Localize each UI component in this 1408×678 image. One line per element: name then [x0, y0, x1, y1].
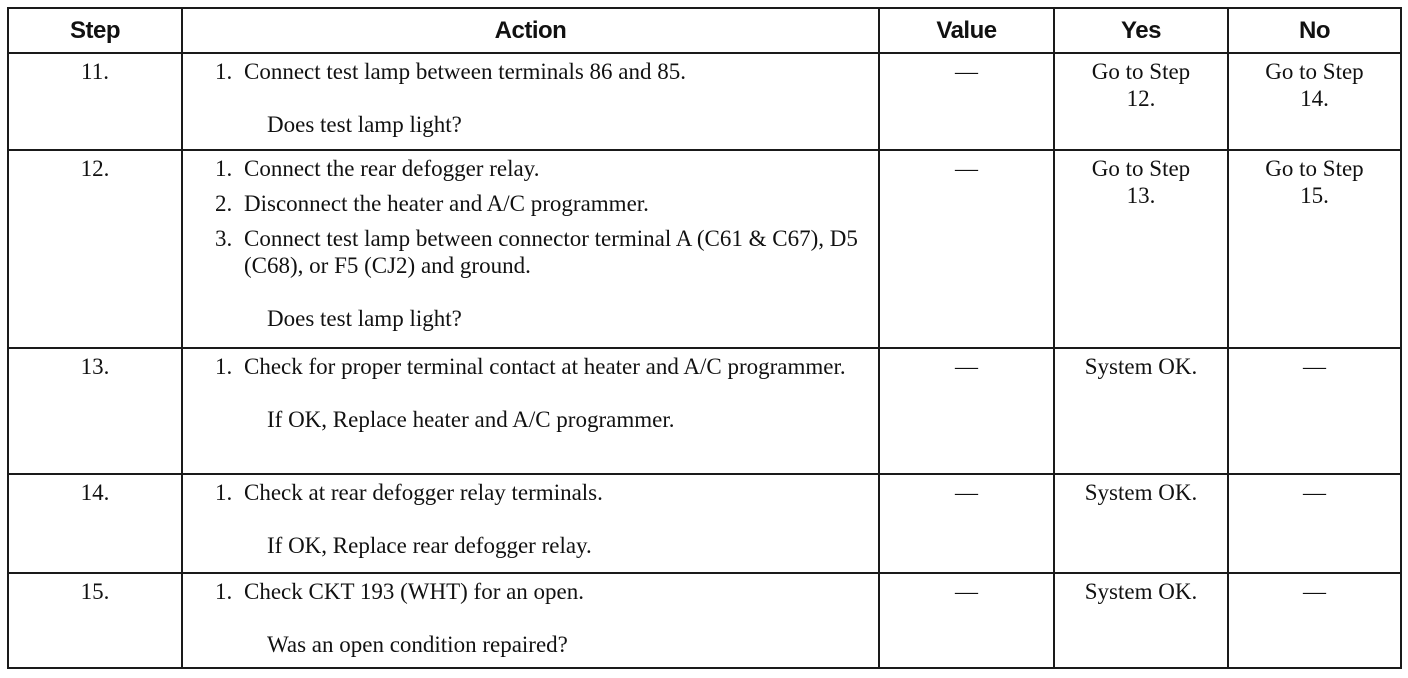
action-text: Connect test lamp between connector terminal A (C61 & C67), D5 (C68), or F5 (CJ2) and ground. — [244, 226, 858, 279]
action-text: Disconnect the heater and A/C programmer. — [244, 191, 649, 217]
action-step — [215, 578, 868, 605]
no-line: 14. — [1300, 86, 1329, 111]
no-line: — — [1303, 480, 1326, 506]
header-row — [8, 8, 1401, 53]
no-line: Go to Step — [1265, 59, 1364, 84]
no-cell — [1228, 348, 1401, 474]
action-cell — [182, 573, 879, 668]
no-line: — — [1303, 578, 1326, 604]
action-step — [215, 190, 868, 217]
table-row — [8, 348, 1401, 474]
action-cell — [182, 348, 879, 474]
header-action: Action — [182, 8, 879, 53]
action-cell — [182, 474, 879, 572]
yes-cell — [1054, 150, 1228, 348]
value-cell: — — [879, 53, 1054, 150]
action-number: 3. — [215, 226, 233, 252]
action-number: 1. — [215, 578, 233, 604]
header-step: Step — [8, 8, 182, 53]
step-number: 12. — [8, 150, 182, 348]
action-cell — [182, 53, 879, 150]
action-text: Connect test lamp between terminals 86 and 85. — [244, 59, 686, 84]
action-question: If OK, Replace heater and A/C programmer. — [267, 406, 675, 432]
action-step — [215, 155, 868, 182]
action-text: Check CKT 193 (WHT) for an open. — [244, 578, 585, 604]
step-number: 11. — [8, 53, 182, 150]
action-question: Was an open condition repaired? — [267, 631, 568, 657]
action-number: 1. — [215, 480, 233, 506]
yes-cell — [1054, 348, 1228, 474]
yes-cell — [1054, 474, 1228, 572]
value-cell: — — [879, 348, 1054, 474]
no-cell — [1228, 53, 1401, 150]
action-text: Check for proper terminal contact at heater and A/C programmer. — [244, 353, 846, 379]
header-yes: Yes — [1054, 8, 1228, 53]
header-value: Value — [879, 8, 1054, 53]
yes-line: System OK. — [1084, 353, 1198, 379]
no-line: 15. — [1300, 183, 1329, 209]
yes-line: Go to Step — [1091, 156, 1191, 182]
action-question: If OK, Replace rear defogger relay. — [267, 533, 592, 559]
action-step — [215, 353, 868, 380]
header-no: No — [1228, 8, 1401, 53]
action-step — [215, 58, 868, 85]
value-cell: — — [879, 474, 1054, 572]
action-number: 1. — [215, 353, 233, 379]
diagnostic-table — [7, 7, 1402, 669]
no-line: — — [1303, 353, 1326, 379]
action-question: Does test lamp light? — [267, 306, 462, 332]
action-number: 1. — [215, 59, 233, 84]
step-number: 14. — [8, 474, 182, 572]
yes-line: System OK. — [1084, 480, 1198, 506]
yes-cell — [1054, 53, 1228, 150]
yes-line: System OK. — [1084, 578, 1198, 604]
table-row — [8, 150, 1401, 348]
action-text: Check at rear defogger relay terminals. — [244, 480, 603, 506]
step-number: 15. — [8, 573, 182, 668]
action-cell — [182, 150, 879, 348]
action-number: 2. — [215, 191, 233, 217]
action-step — [215, 479, 868, 506]
action-text: Connect the rear defogger relay. — [244, 156, 540, 182]
table-row — [8, 573, 1401, 668]
no-line: Go to Step — [1265, 156, 1364, 182]
value-cell: — — [879, 150, 1054, 348]
value-cell: — — [879, 573, 1054, 668]
action-step — [215, 225, 868, 279]
yes-cell — [1054, 573, 1228, 668]
no-cell — [1228, 573, 1401, 668]
yes-line: 13. — [1126, 183, 1156, 209]
yes-line: Go to Step — [1091, 59, 1191, 84]
table-row — [8, 474, 1401, 572]
no-cell — [1228, 150, 1401, 348]
no-cell — [1228, 474, 1401, 572]
action-number: 1. — [215, 156, 233, 182]
table-row — [8, 53, 1401, 150]
yes-line: 12. — [1126, 86, 1156, 111]
step-number: 13. — [8, 348, 182, 474]
action-question: Does test lamp light? — [267, 112, 462, 137]
